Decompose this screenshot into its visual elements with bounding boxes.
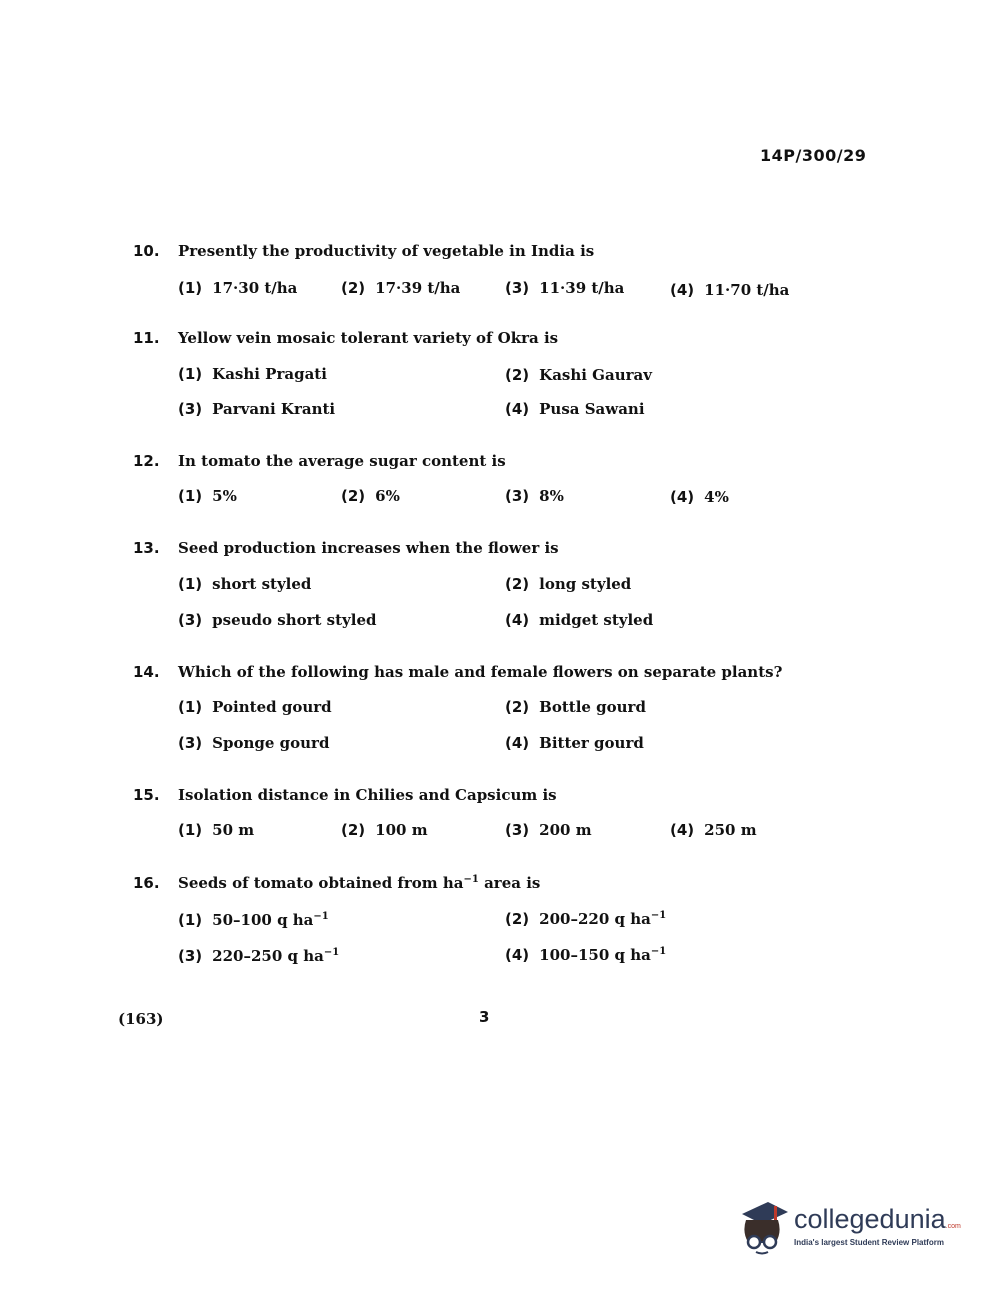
question-number: 13. xyxy=(133,539,160,557)
question-text: Isolation distance in Chilies and Capsicum is xyxy=(178,786,557,804)
question-number: 15. xyxy=(133,786,160,804)
option: (3) 220–250 q $ha^{-1}$ xyxy=(178,947,340,965)
option: (1) 50 m xyxy=(178,821,255,839)
option: (4) 4% xyxy=(670,488,729,506)
option: (4) 11·70 t/ha xyxy=(670,281,790,299)
collegedunia-logo xyxy=(738,1198,968,1258)
question-text: In tomato the average sugar content is xyxy=(178,452,506,470)
page-number: 3 xyxy=(479,1008,490,1026)
option: (1) 5% xyxy=(178,487,237,505)
question-number: 10. xyxy=(133,242,160,260)
question-text: Yellow vein mosaic tolerant variety of Okra is xyxy=(178,329,559,347)
option: (2) 6% xyxy=(341,487,400,505)
option: (2) 200–220 q $ha^{-1}$ xyxy=(505,910,667,928)
option: (3) Sponge gourd xyxy=(178,734,330,752)
question-text: Seed production increases when the flower is xyxy=(178,539,559,557)
booklet-code: (163) xyxy=(118,1010,164,1028)
question-number: 11. xyxy=(133,329,160,347)
option: (1) Kashi Pragati xyxy=(178,365,327,383)
option: (4) 100–150 q $ha^{-1}$ xyxy=(505,946,667,964)
option: (4) 250 m xyxy=(670,821,757,839)
question-text: Seeds of tomato obtained from $ha^{-1}$ area is xyxy=(178,874,541,892)
option: (1) 50–100 q $ha^{-1}$ xyxy=(178,911,329,929)
option: (2) 17·39 t/ha xyxy=(341,279,461,297)
option: (2) Kashi Gaurav xyxy=(505,366,652,384)
question-text: Which of the following has male and female flowers on separate plants? xyxy=(178,663,783,681)
option: (2) Bottle gourd xyxy=(505,698,646,716)
option: (1) Pointed gourd xyxy=(178,698,332,716)
student-mascot-icon xyxy=(738,1198,790,1256)
question-text: Presently the productivity of vegetable in India is xyxy=(178,242,595,260)
option: (3) 11·39 t/ha xyxy=(505,279,625,297)
option: (2) long styled xyxy=(505,575,632,593)
option: (3) 8% xyxy=(505,487,564,505)
option: (1) short styled xyxy=(178,575,312,593)
option: (3) pseudo short styled xyxy=(178,611,377,629)
logo-tagline: India's largest Student Review Platform xyxy=(794,1238,944,1247)
option: (4) Bitter gourd xyxy=(505,734,644,752)
option: (2) 100 m xyxy=(341,821,428,839)
question-number: 16. xyxy=(133,874,160,892)
paper-code: 14P/300/29 xyxy=(760,146,867,165)
option: (3) 200 m xyxy=(505,821,592,839)
option: (4) Pusa Sawani xyxy=(505,400,645,418)
option: (1) 17·30 t/ha xyxy=(178,279,298,297)
option: (4) midget styled xyxy=(505,611,654,629)
logo-wordmark: collegedunia.com xyxy=(794,1204,961,1234)
question-number: 12. xyxy=(133,452,160,470)
option: (3) Parvani Kranti xyxy=(178,400,336,418)
question-number: 14. xyxy=(133,663,160,681)
